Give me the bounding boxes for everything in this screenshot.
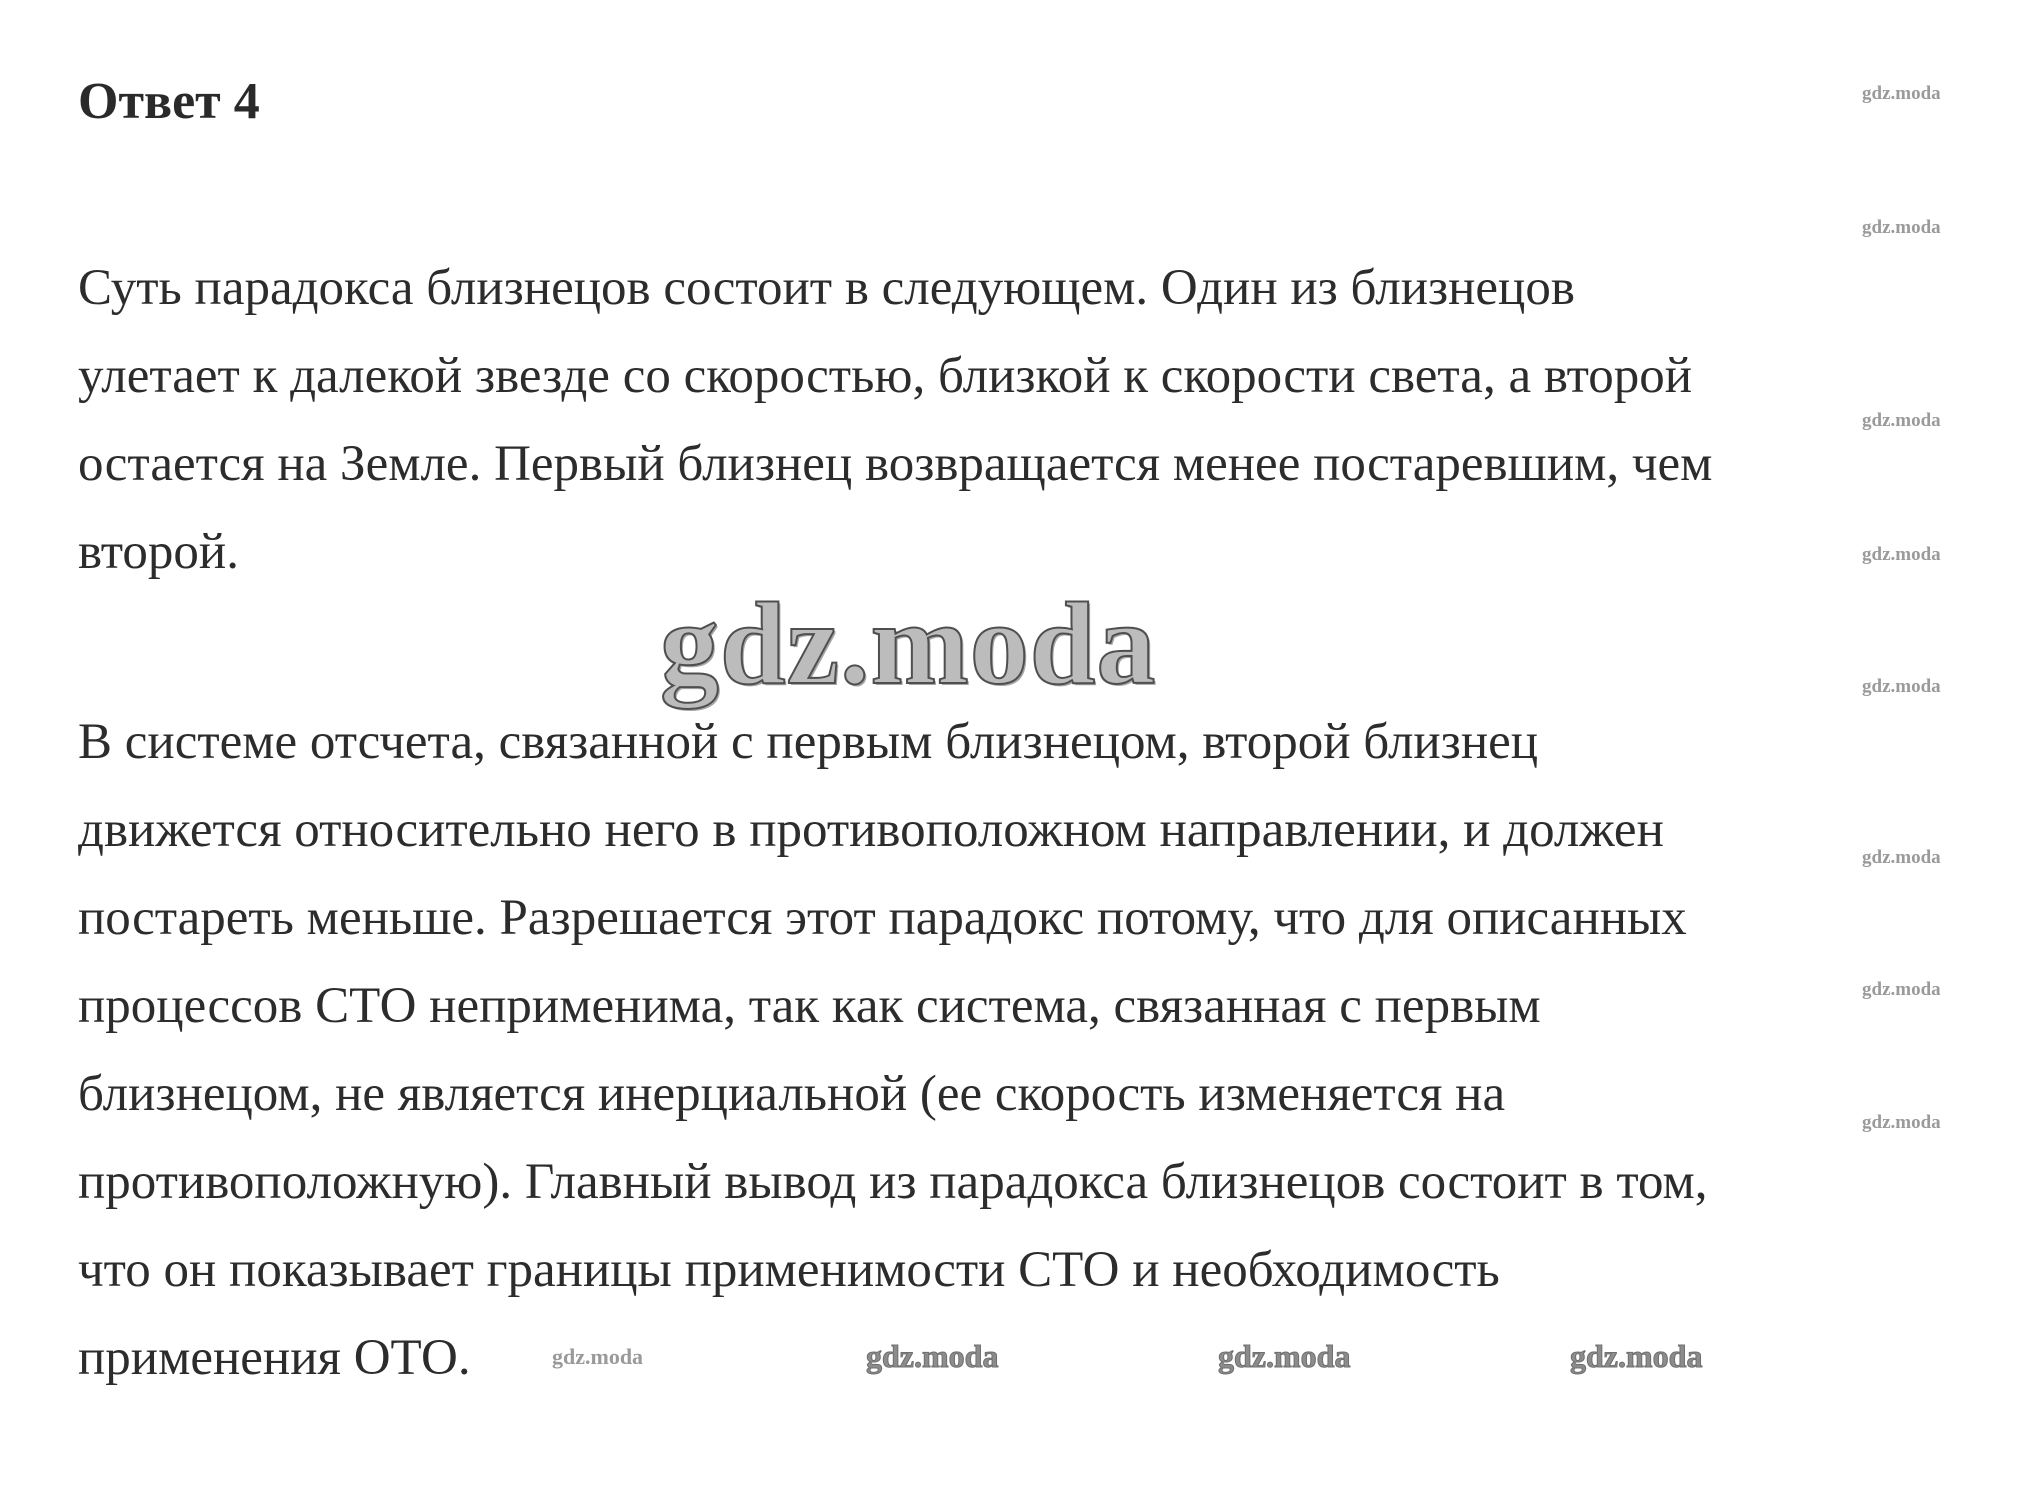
margin-watermark: gdz.moda bbox=[1862, 676, 1941, 697]
margin-watermark: gdz.moda bbox=[1862, 217, 1941, 238]
margin-watermark: gdz.moda bbox=[1862, 847, 1941, 868]
center-watermark: gdz.moda bbox=[660, 578, 1157, 709]
margin-watermark: gdz.moda bbox=[1862, 83, 1941, 104]
paragraph-line: что он показывает границы применимости СТО и необходимость bbox=[78, 1242, 1500, 1298]
paragraph-line: противоположную). Главный вывод из парадокса близнецов состоит в том, bbox=[78, 1154, 1708, 1210]
margin-watermark: gdz.moda bbox=[1862, 544, 1941, 565]
paragraph-line: В системе отсчета, связанной с первым близнецом, второй близнец bbox=[78, 714, 1539, 770]
margin-watermark: gdz.moda bbox=[1862, 979, 1941, 1000]
paragraph-line: второй. bbox=[78, 524, 239, 580]
paragraph-line: улетает к далекой звезде со скоростью, близкой к скорости света, а второй bbox=[78, 348, 1693, 404]
paragraph-line: процессов СТО неприменима, так как система, связанная с первым bbox=[78, 978, 1541, 1034]
paragraph-line: Суть парадокса близнецов состоит в следующем. Один из близнецов bbox=[78, 260, 1575, 316]
paragraph-line: движется относительно него в противоположном направлении, и должен bbox=[78, 802, 1664, 858]
answer-paragraph-2 bbox=[78, 698, 1708, 1402]
bottom-watermark: gdz.moda bbox=[866, 1338, 999, 1374]
margin-watermark: gdz.moda bbox=[1862, 1112, 1941, 1133]
bottom-watermark: gdz.moda bbox=[1570, 1338, 1703, 1374]
paragraph-line: постареть меньше. Разрешается этот парадокс потому, что для описанных bbox=[78, 890, 1687, 946]
page-title: Ответ 4 bbox=[78, 73, 260, 130]
paragraph-line: применения ОТО. bbox=[78, 1330, 471, 1386]
bottom-watermark: gdz.moda bbox=[552, 1344, 644, 1369]
paragraph-line: близнецом, не является инерциальной (ее скорость изменяется на bbox=[78, 1066, 1506, 1122]
margin-watermark: gdz.moda bbox=[1862, 410, 1941, 431]
answer-paragraph-1 bbox=[78, 244, 1712, 596]
paragraph-line: остается на Земле. Первый близнец возвращается менее постаревшим, чем bbox=[78, 436, 1713, 492]
bottom-watermark: gdz.moda bbox=[1218, 1338, 1351, 1374]
